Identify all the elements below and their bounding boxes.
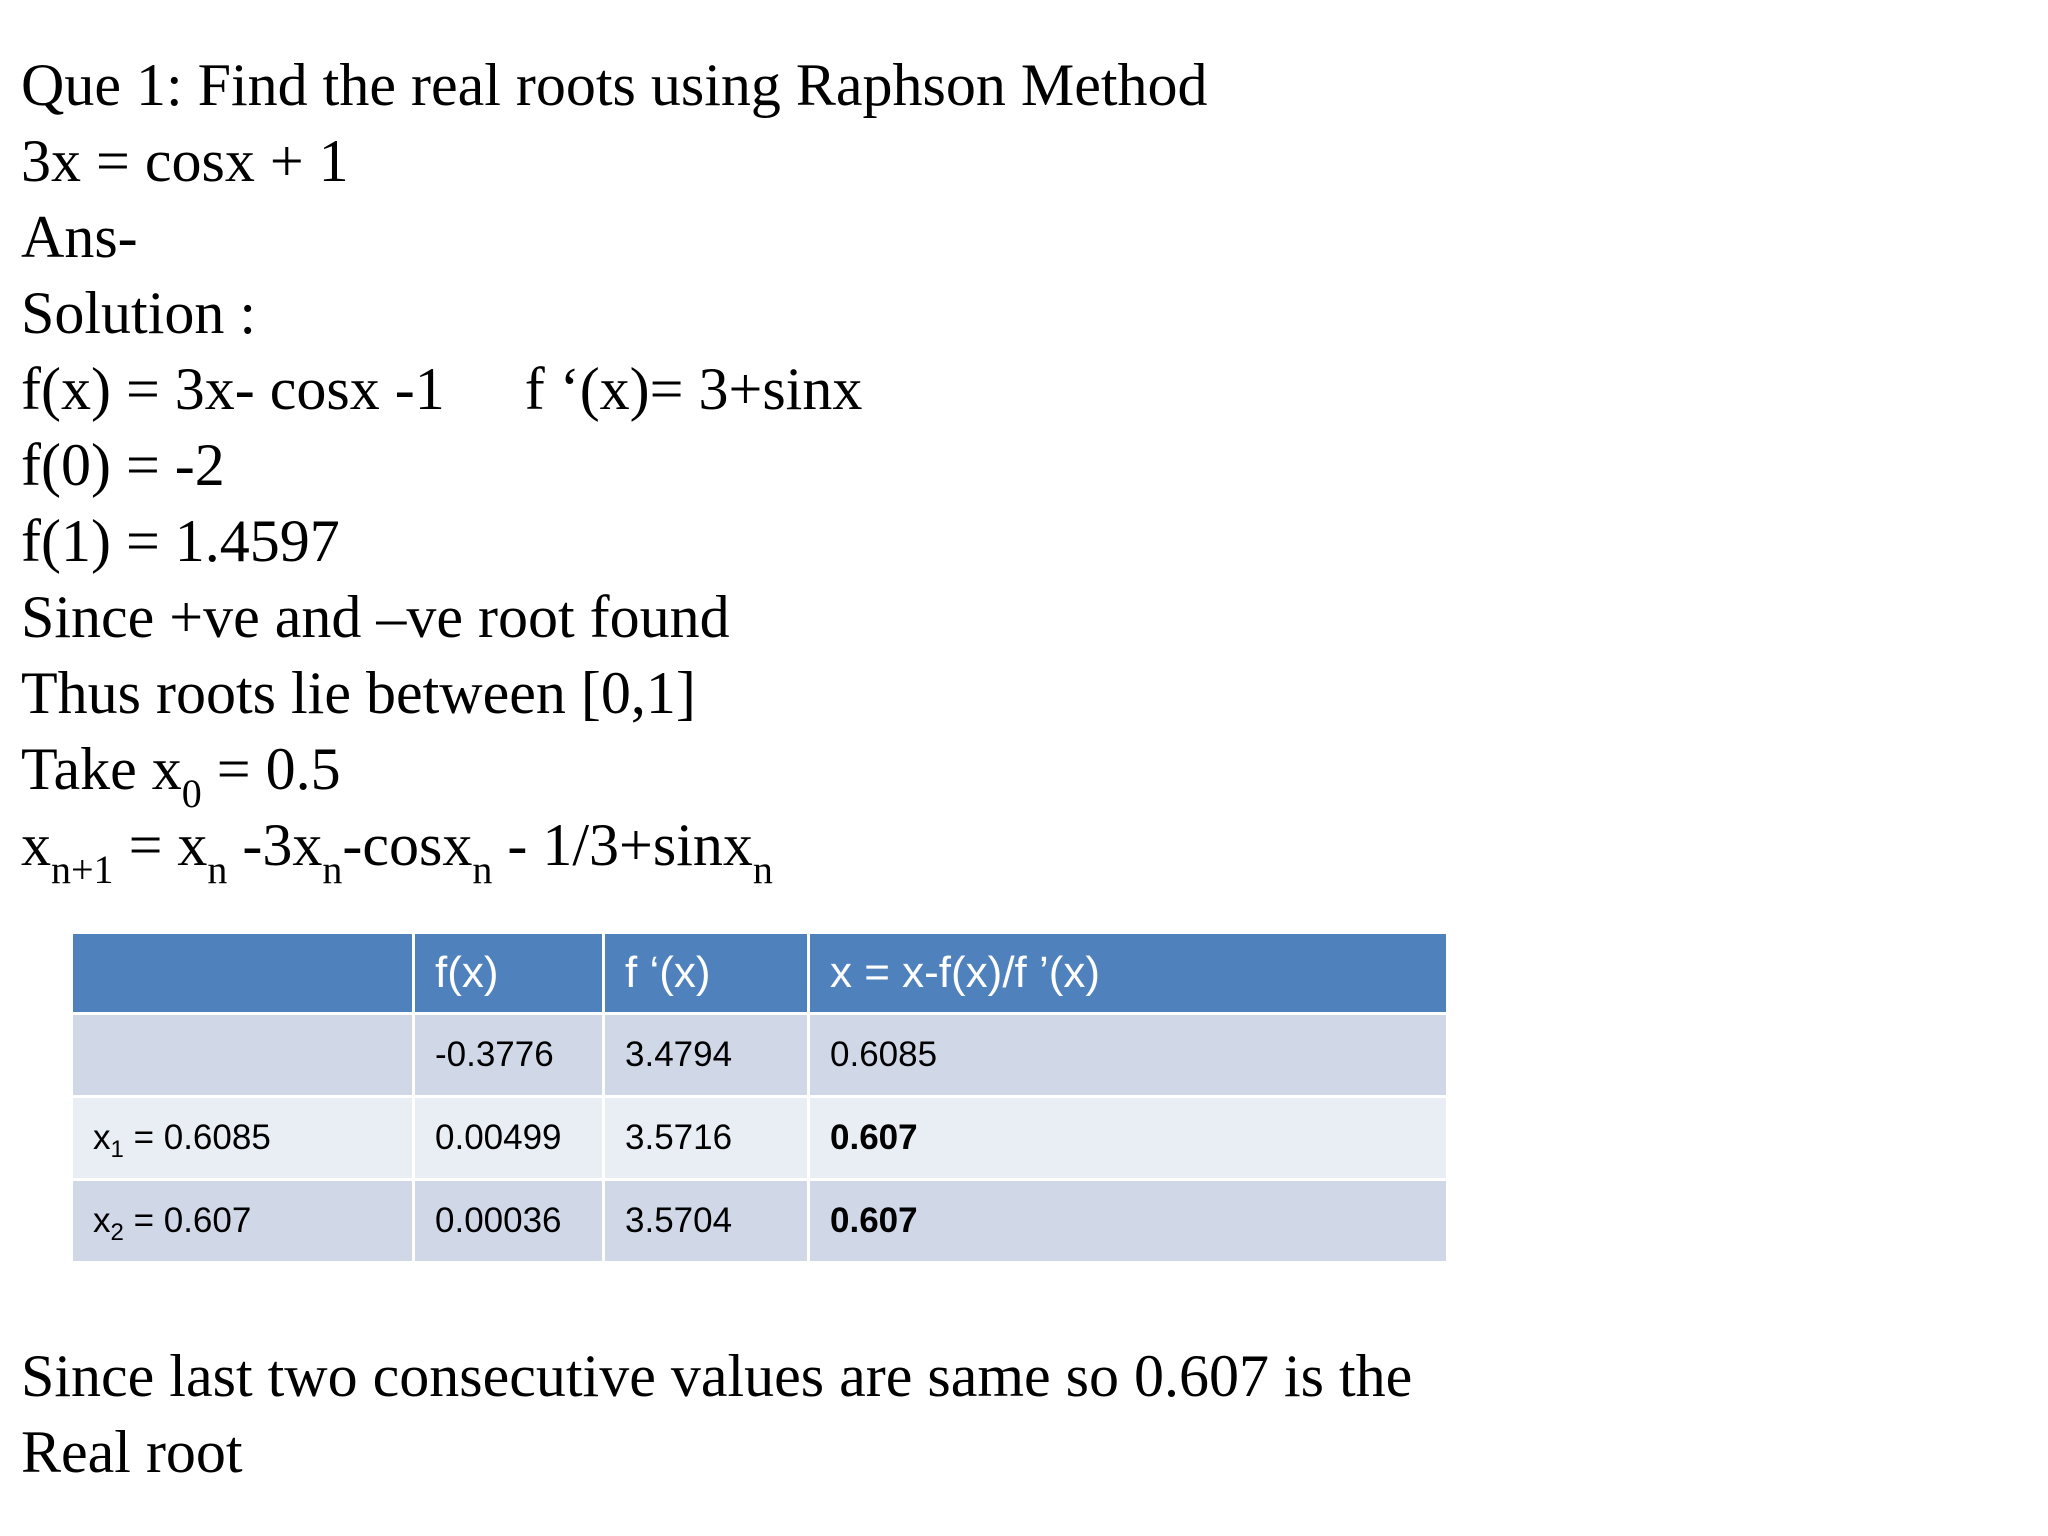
row-label-cell: $x_2 = 0.607$ [72,1180,414,1263]
ans-label: Ans- [21,204,138,270]
fx-cell: 0.00036 [414,1180,604,1263]
sign-note: Since +ve and –ve root found [21,584,730,650]
equation: 3x = cosx + 1 [21,128,349,194]
table-row [72,1014,1448,1097]
x-cell: 0.607 [809,1097,1448,1180]
iteration-formula: $x_{n+1} = x_n$ $-3x_n-\cos x_n - 1/3+\sin x_n$ [21,812,773,892]
question-title: Que 1: Find the real roots using Raphson Method [21,52,1208,118]
f0-value: f(0) = -2 [21,432,225,498]
table-header-row [72,933,1448,1014]
row-label-cell: $x_1 = 0.6085$ [72,1097,414,1180]
table-row [72,1180,1448,1263]
row-label-cell [72,1014,414,1097]
initial-guess: Take $x_0 = 0.5$ [21,736,341,816]
x-cell: 0.6085 [809,1014,1448,1097]
solution-label: Solution : [21,280,257,346]
table-header-cell: x = x-f(x)/f ’(x) [809,933,1448,1014]
function-definitions [21,351,862,427]
table-header-cell [72,933,414,1014]
x-cell: 0.607 [809,1180,1448,1263]
fprime-cell: 3.4794 [604,1014,809,1097]
conclusion-line-1: Since last two consecutive values are same so 0.607 is the [21,1343,1413,1409]
iteration-table [70,931,1449,1264]
conclusion-line-2: Real root [21,1419,243,1485]
fprime-cell: 3.5716 [604,1097,809,1180]
f1-value: f(1) = 1.4597 [21,508,340,574]
fx-cell: 0.00499 [414,1097,604,1180]
fx-definition: f(x) = 3x- cosx -1 [21,356,445,422]
table-header-cell: f(x) [414,933,604,1014]
table-header-cell: f ‘(x) [604,933,809,1014]
fprime-definition: f ‘(x)= 3+sinx [524,356,863,422]
interval-note: Thus roots lie between [0,1] [21,660,696,726]
fprime-cell: 3.5704 [604,1180,809,1263]
fx-cell: -0.3776 [414,1014,604,1097]
iteration-table-container [70,931,1446,1263]
table-row [72,1097,1448,1180]
